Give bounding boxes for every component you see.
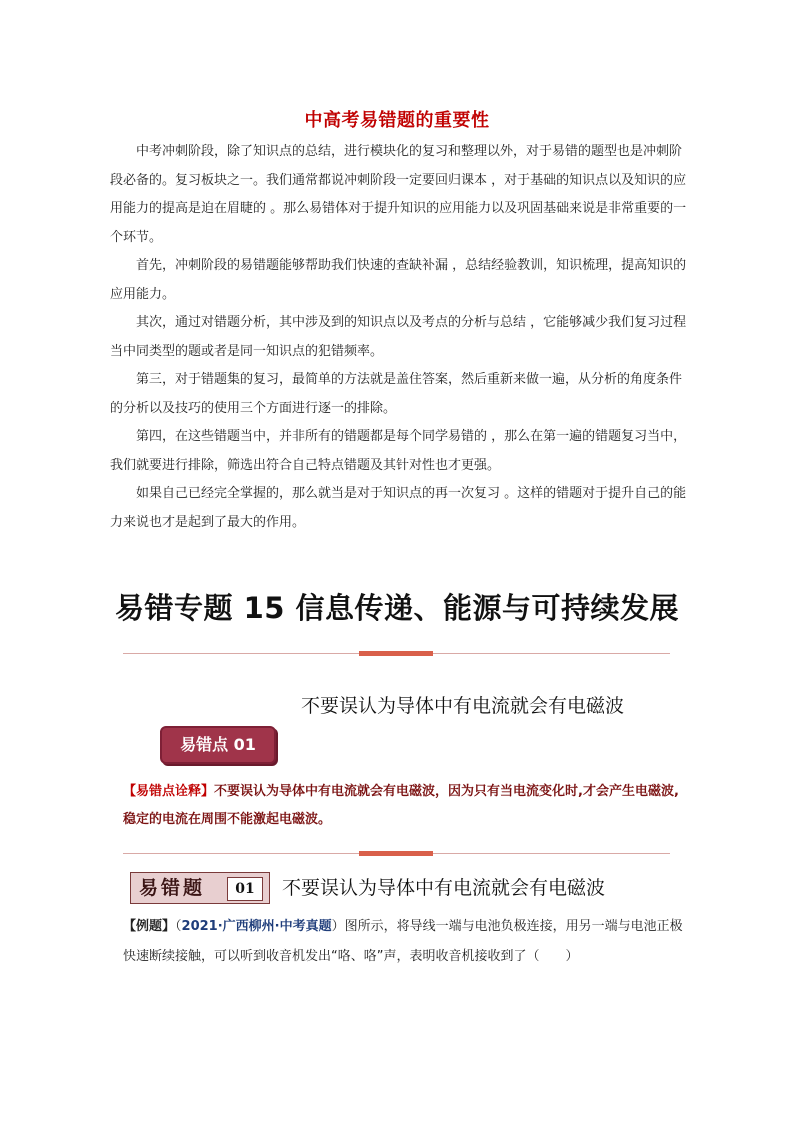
example-source: 2021·广西柳州·中考真题 (181, 919, 332, 934)
intro-paragraph-4: 第三，对于错题集的复习，最简单的方法就是盖住答案，然后重新来做一遍，从分析的角度条件的分析以及技巧的使用三个方面进行逐一的排除。 (110, 372, 683, 416)
divider-accent (359, 851, 433, 856)
explanation-label: 【易错点诠释】 (123, 784, 215, 799)
topic-title: 易错专题 15 信息传递、能源与可持续发展 (114, 591, 680, 625)
section-divider-bottom (123, 853, 670, 854)
section-divider-top (123, 653, 670, 654)
error-point-block (160, 686, 660, 766)
error-point-badge (160, 726, 276, 764)
example-text: 图所示，将导线一端与电池负极连接，用另一端与电池正极快速断续接触，可以听到收音机发出“咯、咯”声，表明收音机接收到了（ ） (123, 919, 683, 964)
explanation-text: 不要误认为导体中有电流就会有电磁波，因为只有当电流变化时,才会产生电磁波,稳定的电流在周围不能激起电磁波。 (123, 784, 679, 827)
intro-paragraph-6: 如果自己已经完全掌握的，那么就当是对于知识点的再一次复习 。这样的错题对于提升自己的能力来说也才是起到了最大的作用。 (110, 486, 687, 530)
example-tag: 【例题】 (123, 919, 176, 934)
intro-paragraph-2: 首先，冲刺阶段的易错题能够帮助我们快速的查缺补漏 ，总结经验教训，知识梳理，提高知识的应用能力。 (110, 258, 687, 302)
error-point-badge-label: 易错点 01 (180, 735, 256, 754)
intro-paragraph-5: 第四，在这些错题当中，并非所有的错题都是每个同学易错的 ，那么在第一遍的错题复习当中，我们就要进行排除，筛选出符合自己特点错题及其针对性也才更强。 (110, 429, 687, 473)
error-question-badge (130, 872, 270, 904)
example-question (123, 912, 683, 972)
error-point-text: 不要误认为导体中有电流就会有电磁波 (301, 695, 625, 717)
error-question-badge-number: 01 (227, 877, 263, 901)
divider-accent (359, 651, 433, 656)
error-question-title: 不要误认为导体中有电流就会有电磁波 (282, 877, 606, 899)
error-question-header (130, 870, 690, 906)
error-question-badge-name: 易错题 (139, 877, 206, 899)
intro-paragraph-1: 中考冲刺阶段，除了知识点的总结，进行模块化的复习和整理以外，对于易错的题型也是冲刺阶段必备的。复习板块之一。我们通常都说冲刺阶段一定要回归课本 ，对于基础的知识点以及知识的应用能力的提高是迫在眉睫的 。那么易错体对于提升知识的应用能力以及巩固基础来说是非常重要的一个环节。 (110, 144, 687, 245)
intro-paragraph-3: 其次，通过对错题分析，其中涉及到的知识点以及考点的分析与总结 ，它能够减少我们复习过程当中同类型的题或者是同一知识点的犯错频率。 (110, 315, 687, 359)
error-point-explanation (123, 778, 683, 834)
example-source-open: （ (175, 919, 182, 934)
intro-title: 中高考易错题的重要性 (304, 110, 490, 131)
example-source-close: ） (331, 919, 345, 934)
intro-body (110, 138, 688, 537)
